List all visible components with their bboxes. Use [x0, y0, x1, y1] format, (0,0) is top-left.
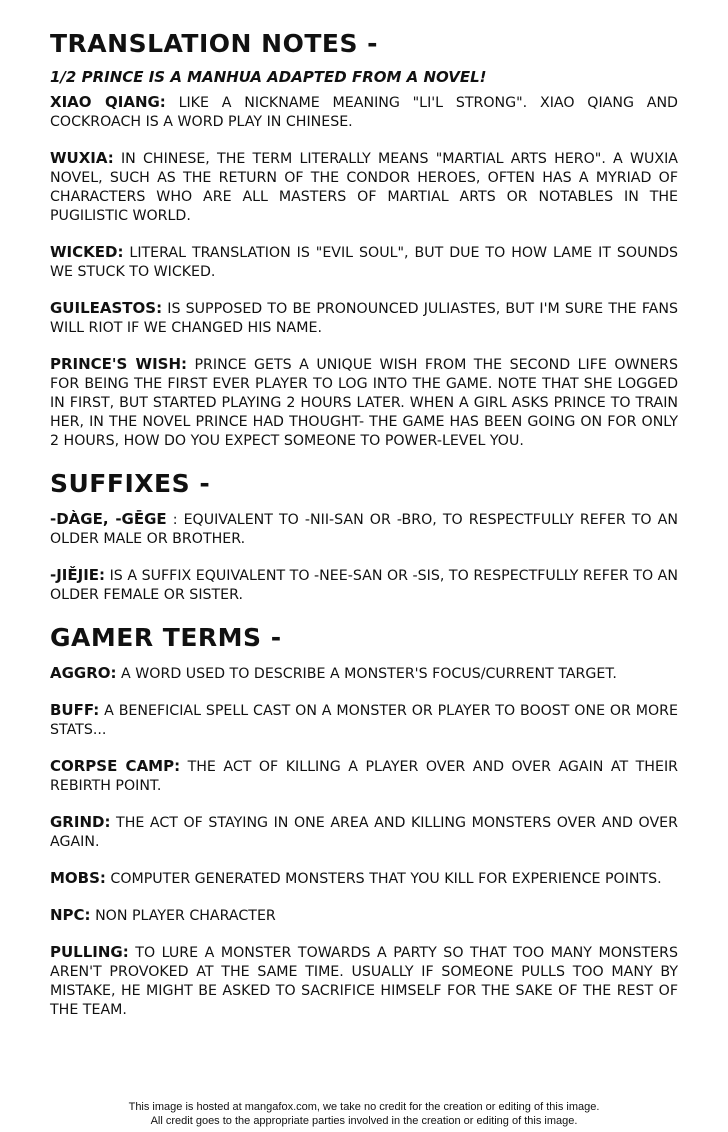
note-term: -DÀGE, -GĒGE: [50, 510, 167, 528]
note-term: MOBS:: [50, 869, 106, 887]
note-term: PULLING:: [50, 943, 129, 961]
note-entry-wuxia: [50, 149, 678, 226]
note-term: XIAO QIANG:: [50, 93, 166, 111]
note-entry-pulling: [50, 943, 678, 1020]
note-text: IS SUPPOSED TO BE PRONOUNCED JULIASTES, BUT I'M SURE THE FANS WILL RIOT IF WE CHANGED HIS NAME.: [50, 301, 678, 336]
note-entry-princes-wish: [50, 355, 678, 451]
note-text: LIKE A NICKNAME MEANING "LI'L STRONG". XIAO QIANG AND COCKROACH IS A WORD PLAY IN CHINESE.: [50, 95, 678, 130]
note-entry-jiejie: [50, 566, 678, 605]
note-term: GRIND:: [50, 813, 111, 831]
note-text: IN CHINESE, THE TERM LITERALLY MEANS "MARTIAL ARTS HERO". A WUXIA NOVEL, SUCH AS THE RETURN OF THE CONDOR HEROES, OFTEN HAS A MYRIAD OF CHARACTERS WHO ARE ALL MASTERS OF MARTIAL ARTS OR NOTABLES IN THE PUGILISTIC WORLD.: [50, 151, 678, 224]
note-text: : EQUIVALENT TO -NII-SAN OR -BRO, TO RESPECTFULLY REFER TO AN OLDER MALE OR BROTHER.: [50, 512, 678, 547]
note-entry-guileastos: [50, 299, 678, 338]
note-text: THE ACT OF KILLING A PLAYER OVER AND OVER AGAIN AT THEIR REBIRTH POINT.: [50, 759, 678, 794]
note-text: A BENEFICIAL SPELL CAST ON A MONSTER OR PLAYER TO BOOST ONE OR MORE STATS...: [50, 703, 678, 738]
footer-line-hosted: This image is hosted at mangafox.com, we take no credit for the creation or editing of this image.: [128, 1101, 600, 1113]
note-entry-grind: [50, 813, 678, 852]
note-entry-mobs: [50, 869, 678, 889]
notes-content: [50, 28, 678, 1020]
note-entry-corpse-camp: [50, 757, 678, 796]
note-text: PRINCE GETS A UNIQUE WISH FROM THE SECOND LIFE OWNERS FOR BEING THE FIRST EVER PLAYER TO LOG INTO THE GAME. NOTE THAT SHE LOGGED IN FIRST, BUT STARTED PLAYING 2 HOURS LATER. WHEN A GIRL ASKS PRINCE TO TRAIN HER, IN THE NOVEL PRINCE HAD THOUGHT- THE GAME HAS BEEN GOING ON FOR ONLY 2 HOURS, HOW DO YOU EXPECT SOMEONE TO POWER-LEVEL YOU.: [50, 357, 678, 449]
note-entry-xiao-qiang: [50, 93, 678, 132]
hosting-credit-footer: [0, 1100, 728, 1128]
note-entry-aggro: [50, 664, 678, 684]
note-term: AGGRO:: [50, 664, 117, 682]
note-term: NPC:: [50, 906, 91, 924]
note-text: NON PLAYER CHARACTER: [90, 908, 276, 924]
note-term: CORPSE CAMP:: [50, 757, 181, 775]
footer-line-credit: All credit goes to the appropriate parties involved in the creation or editing of this image.: [150, 1115, 578, 1127]
suffixes-heading: SUFFIXES -: [50, 469, 211, 498]
note-text: LITERAL TRANSLATION IS "EVIL SOUL", BUT DUE TO HOW LAME IT SOUNDS WE STUCK TO WICKED.: [50, 245, 678, 280]
note-term: WICKED:: [50, 243, 124, 261]
note-term: GUILEASTOS:: [50, 299, 163, 317]
note-term: PRINCE'S WISH:: [50, 355, 188, 373]
note-text: IS A SUFFIX EQUIVALENT TO -NEE-SAN OR -SIS, TO RESPECTFULLY REFER TO AN OLDER FEMALE OR SISTER.: [50, 568, 678, 603]
note-term: BUFF:: [50, 701, 100, 719]
note-text: A WORD USED TO DESCRIBE A MONSTER'S FOCUS/CURRENT TARGET.: [116, 666, 617, 682]
note-entry-dage-gege: [50, 510, 678, 549]
note-text: THE ACT OF STAYING IN ONE AREA AND KILLING MONSTERS OVER AND OVER AGAIN.: [50, 815, 678, 850]
translation-notes-subheading: 1/2 PRINCE IS A MANHUA ADAPTED FROM A NOVEL!: [50, 68, 487, 86]
note-text: COMPUTER GENERATED MONSTERS THAT YOU KILL FOR EXPERIENCE POINTS.: [105, 871, 662, 887]
translation-notes-heading: TRANSLATION NOTES -: [50, 29, 379, 58]
gamer-terms-heading: GAMER TERMS -: [50, 623, 282, 652]
note-term: -JIĚJIE:: [50, 566, 106, 584]
note-entry-npc: [50, 906, 678, 926]
note-term: WUXIA:: [50, 149, 114, 167]
note-text: TO LURE A MONSTER TOWARDS A PARTY SO THAT TOO MANY MONSTERS AREN'T PROVOKED AT THE SAME TIME. USUALLY IF SOMEONE PULLS TOO MANY BY MISTAKE, HE MIGHT BE ASKED TO SACRIFICE HIMSELF FOR THE SAKE OF THE REST OF THE TEAM.: [50, 945, 678, 1018]
note-entry-buff: [50, 701, 678, 740]
note-entry-wicked: [50, 243, 678, 282]
